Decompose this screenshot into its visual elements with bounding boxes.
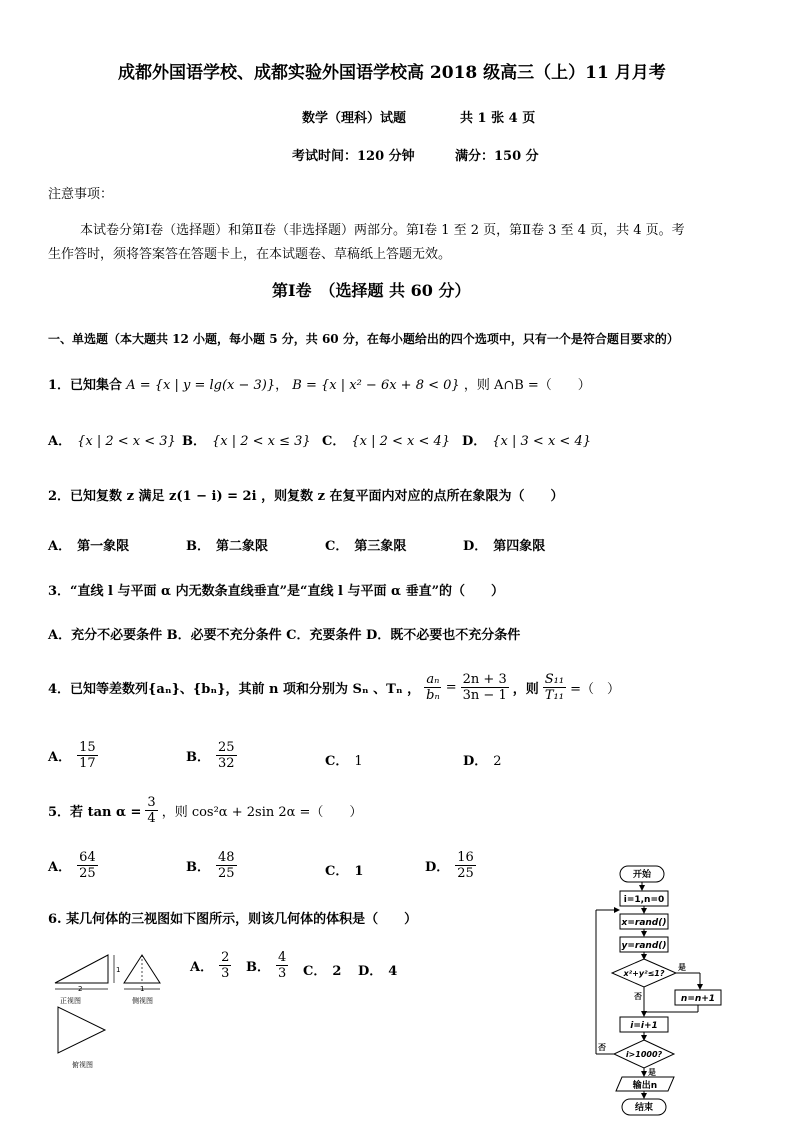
- svg-text:n=n+1: n=n+1: [680, 994, 716, 1004]
- q4-option-d[interactable]: D． 2: [463, 754, 502, 769]
- question-2: 2．已知复数 z 满足 z(1 − i) = 2i ，则复数 z 在复平面内对应的点所在象限为（ ）: [48, 489, 564, 504]
- section-title: 第Ⅰ卷 （选择题 共 60 分）: [272, 281, 471, 300]
- subject-label: 数学（理科）试题: [302, 111, 407, 126]
- q1-option-a[interactable]: A． {x | 2 < x < 3}: [48, 434, 176, 449]
- svg-text:否: 否: [634, 992, 642, 1001]
- front-view-shape: [55, 955, 108, 983]
- three-views-figure: [50, 945, 180, 1075]
- q1-option-c[interactable]: C． {x | 2 < x < 4}: [322, 434, 451, 449]
- q1-option-d[interactable]: D． {x | 3 < x < 4}: [462, 434, 591, 449]
- svg-text:i=i+1: i=i+1: [630, 1021, 658, 1031]
- q4-option-c[interactable]: C． 1: [325, 754, 363, 769]
- q6-option-b[interactable]: B． $\frac{4}{3}$: [246, 950, 287, 981]
- svg-text:x=rand(): x=rand(): [621, 918, 667, 928]
- svg-text:是: 是: [648, 1068, 656, 1077]
- svg-text:结束: 结束: [634, 1103, 654, 1113]
- q5-option-d[interactable]: D． $\frac{16}{25}$: [425, 850, 474, 881]
- q1-set-b: B = {x | x² − 6x + 8 < 0}: [292, 378, 460, 393]
- q5-stem: 5．若 tan α =: [48, 805, 142, 820]
- notice-line-1: 本试卷分第Ⅰ卷（选择题）和第Ⅱ卷（非选择题）两部分。第Ⅰ卷 1 至 2 页，第Ⅱ卷 3 至 4 页，共 4 页。考: [80, 223, 685, 238]
- q5-option-c[interactable]: C． 1: [325, 864, 364, 879]
- q4-ask-fraction: $\frac{\text{S₁₁}}{\text{T₁₁}}$: [544, 672, 565, 703]
- svg-text:y=rand(): y=rand(): [621, 941, 667, 951]
- page-count: 共 1 张 4 页: [460, 111, 536, 126]
- q1-stem: 1．已知集合: [48, 378, 123, 393]
- front-dim-2: 2: [78, 985, 83, 993]
- q5-option-b[interactable]: B． $\frac{48}{25}$: [186, 850, 235, 881]
- q4-stem: 4．已知等差数列{aₙ}、{bₙ}，其前 n 项和分别为 Sₙ 、Tₙ ，: [48, 682, 421, 697]
- question-4: 4．已知等差数列{aₙ}、{bₙ}，其前 n 项和分别为 Sₙ 、Tₙ ， $\frac{\text{aₙ}}{\text{bₙ}}$ = $\frac{2n + 3}{3n - 1}$ ，则 $\frac{\text{S₁₁}}{\text{T₁₁}}$ =（ ）: [48, 672, 620, 703]
- question-1: 1．已知集合 A = {x | y = lg(x − 3)}， B = {x | x² − 6x + 8 < 0} ，则 A∩B =（ ）: [48, 378, 591, 393]
- notice-heading: 注意事项：: [48, 187, 114, 202]
- q2-option-a[interactable]: A． 第一象限: [48, 539, 130, 554]
- question-6: 6. 某几何体的三视图如下图所示，则该几何体的体积是（ ）: [48, 912, 418, 927]
- q6-option-d[interactable]: D． 4: [358, 964, 398, 979]
- q5-option-a[interactable]: A． $\frac{64}{25}$: [48, 850, 96, 881]
- q2-option-b[interactable]: B． 第二象限: [186, 539, 269, 554]
- question-3: 3．“直线 l 与平面 α 内无数条直线垂直”是“直线 l 与平面 α 垂直”的（ ）: [48, 584, 505, 599]
- svg-text:i=1,n=0: i=1,n=0: [623, 895, 665, 905]
- svg-text:否: 否: [598, 1043, 606, 1052]
- svg-text:x²+y²≤1?: x²+y²≤1?: [623, 969, 665, 978]
- front-view-label: 正视图: [60, 997, 81, 1005]
- q1-ask: ，则 A∩B =（ ）: [463, 378, 591, 393]
- q6-option-c[interactable]: C． 2: [303, 964, 342, 979]
- svg-text:是: 是: [678, 963, 686, 972]
- side-view-label: 侧视图: [132, 997, 153, 1005]
- q1-option-b[interactable]: B． {x | 2 < x ≤ 3}: [182, 434, 311, 449]
- full-score: 满分：150 分: [455, 149, 539, 164]
- top-view-shape: [58, 1007, 105, 1053]
- q3-options[interactable]: A．充分不必要条件 B．必要不充分条件 C．充要条件 D．既不必要也不充分条件: [48, 628, 521, 643]
- q6-option-a[interactable]: A． $\frac{2}{3}$: [190, 950, 230, 981]
- svg-text:开始: 开始: [632, 870, 652, 880]
- q4-option-a[interactable]: A． $\frac{15}{17}$: [48, 740, 96, 771]
- side-dim-1: 1: [140, 985, 145, 993]
- q1-set-a: A = {x | y = lg(x − 3)}: [126, 378, 276, 393]
- flowchart: [590, 862, 730, 1122]
- q2-option-c[interactable]: C． 第三象限: [325, 539, 407, 554]
- svg-text:i>1000?: i>1000?: [625, 1050, 663, 1059]
- top-view-label: 俯视图: [72, 1061, 93, 1069]
- q2-option-d[interactable]: D． 第四象限: [463, 539, 546, 554]
- exam-time: 考试时间：120 分钟: [292, 149, 415, 164]
- svg-text:输出n: 输出n: [632, 1081, 658, 1091]
- notice-line-2: 生作答时，须将答案答在答题卡上，在本试题卷、草稿纸上答题无效。: [48, 247, 452, 262]
- q4-ratio-fraction: $\frac{\text{aₙ}}{\text{bₙ}}$: [426, 672, 440, 703]
- front-dim-1: 1: [116, 966, 121, 974]
- question-5: 5．若 tan α = $\frac{3}{4}$ ，则 cos²α + 2sin 2α =（ ）: [48, 795, 363, 826]
- q4-option-b[interactable]: B． $\frac{25}{32}$: [186, 740, 235, 771]
- q4-rhs-fraction: $\frac{2n + 3}{3n - 1}$: [462, 672, 507, 703]
- section-instruction: 一、单选题（本大题共 12 小题，每小题 5 分，共 60 分，在每小题给出的四个选项中，只有一个是符合题目要求的）: [48, 332, 679, 346]
- exam-title: 成都外国语学校、成都实验外国语学校高 2018 级高三（上）11 月月考: [118, 63, 666, 83]
